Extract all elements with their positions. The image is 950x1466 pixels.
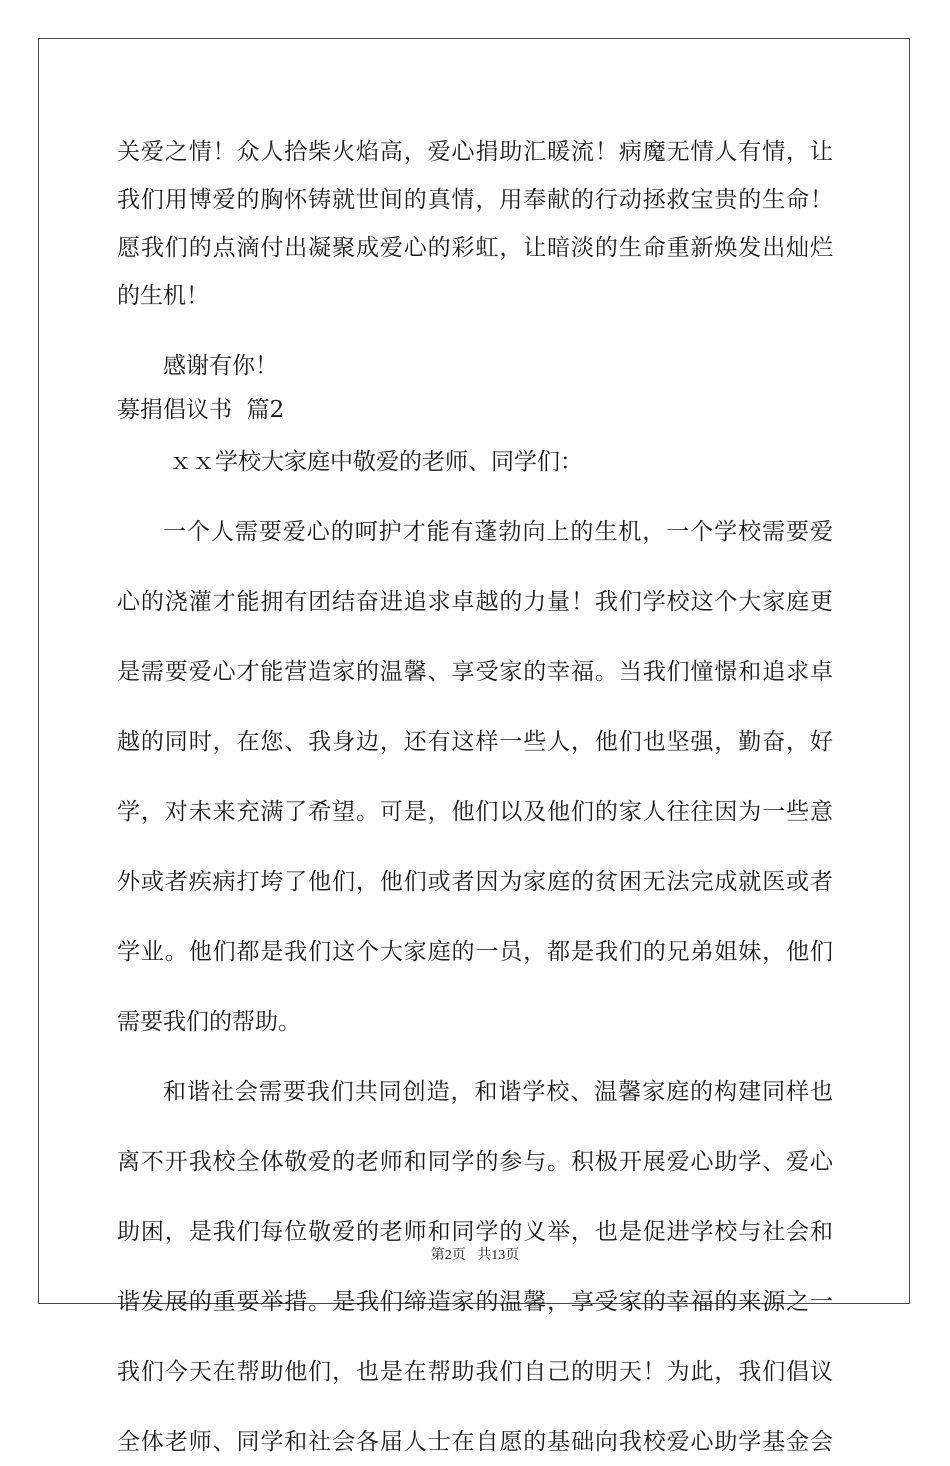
text-line: 外或者疾病打垮了他们，他们或者因为家庭的贫困无法完成就医或者 bbox=[117, 869, 833, 895]
page-footer bbox=[0, 1244, 950, 1264]
text-line: 学业。他们都是我们这个大家庭的一员，都是我们的兄弟姐妹，他们 bbox=[117, 939, 833, 965]
text-line: 一个人需要爱心的呵护才能有蓬勃向上的生机，一个学校需要爱 bbox=[163, 519, 833, 545]
section-heading: 募捐倡议书 篇2 bbox=[117, 397, 285, 423]
text-line: 离不开我校全体敬爱的老师和同学的参与。积极开展爱心助学、爱心 bbox=[117, 1149, 833, 1175]
text-line: 和谐社会需要我们共同创造，和谐学校、温馨家庭的构建同样也 bbox=[163, 1079, 833, 1105]
text-line: 越的同时，在您、我身边，还有这样一些人，他们也坚强，勤奋，好 bbox=[117, 729, 833, 755]
text-line: 心的浇灌才能拥有团结奋进追求卓越的力量！我们学校这个大家庭更 bbox=[117, 589, 833, 615]
page-number: 第2页 bbox=[430, 1248, 466, 1263]
text-line: 全体老师、同学和社会各届人士在自愿的基础向我校爱心助学基金会 bbox=[117, 1429, 833, 1455]
text-line: 学，对未来充满了希望。可是，他们以及他们的家人往往因为一些意 bbox=[117, 799, 833, 825]
text-line: 谐发展的重要举措。是我们缔造家的温馨，享受家的幸福的来源之一 bbox=[117, 1289, 833, 1315]
page-total: 共13页 bbox=[477, 1248, 520, 1263]
text-line: 的生机！ bbox=[117, 283, 209, 309]
text-line: 助困，是我们每位敬爱的老师和同学的义举，也是促进学校与社会和 bbox=[117, 1219, 833, 1245]
document-body bbox=[117, 128, 833, 1466]
thanks-line: 感谢有你！ bbox=[163, 353, 278, 379]
text-line: 我们用博爱的胸怀铸就世间的真情，用奉献的行动拯救宝贵的生命！ bbox=[117, 187, 833, 213]
text-line: 是需要爱心才能营造家的温馨、享受家的幸福。当我们憧憬和追求卓 bbox=[117, 659, 833, 685]
text-line: 我们今天在帮助他们，也是在帮助我们自己的明天！为此，我们倡议 bbox=[117, 1359, 833, 1385]
text-line: 关爱之情！众人拾柴火焰高，爱心捐助汇暖流！病魔无情人有情，让 bbox=[117, 139, 833, 165]
text-line: 需要我们的帮助。 bbox=[117, 1009, 301, 1035]
salutation-line: ｘｘ学校大家庭中敬爱的老师、同学们： bbox=[169, 449, 583, 475]
text-line: 愿我们的点滴付出凝聚成爱心的彩虹，让暗淡的生命重新焕发出灿烂 bbox=[117, 235, 833, 261]
